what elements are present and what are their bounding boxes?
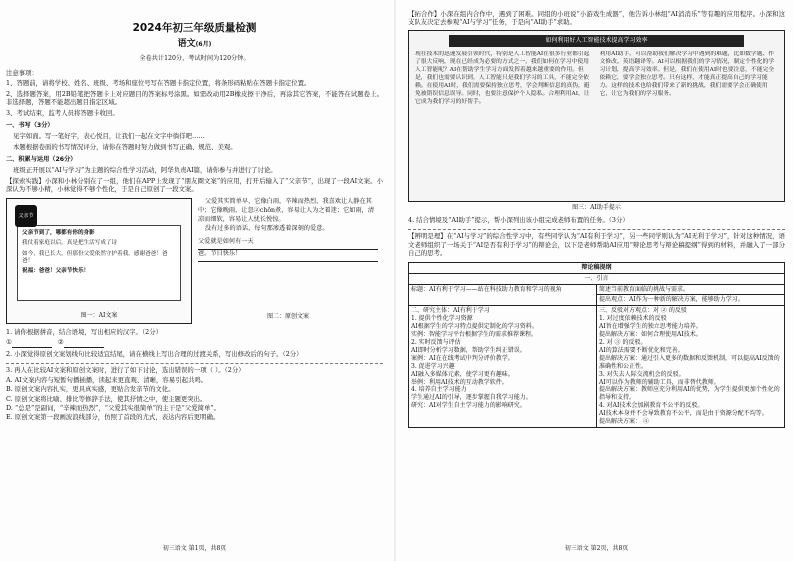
page-1	[6, 8, 383, 553]
subject-title: 语文(6月)	[177, 38, 212, 49]
argument-line: 1. 提供个性化学习资源	[411, 315, 473, 323]
ai-column-right: 利用AI助手，可以帮助我们解决学习中遇到的难题，比如数学题、作文修改、英语翻译等。AI可以根据我们的学习情况，制定个性化的学习计划，提高学习效率。但是，我们在使用AI时也要注意，不能完全依赖它，要学会独立思考。只有这样，才能真正提高自己的学习能力。这样的技术也给我们带来了新的挑战，我们需要学会正确使用它，让它为我们的学习服务。	[599, 50, 775, 97]
argument-line: 案例：AI在在线考试中判分评价教学。	[411, 354, 514, 362]
ai-banner: 如何利用好人工智能技术提高学习效率	[449, 35, 744, 47]
rebuttal-line: AI的算法需要不断优化和完善。	[599, 346, 684, 354]
argument-line: 研究：AI对学生自主学习能力的影响研究。	[411, 402, 526, 410]
rebuttal-line: 提出解决方案： ④	[599, 418, 649, 426]
argument-line: 4. 培养自主学习能力	[411, 386, 467, 394]
table-title: 辩论稿提纲	[409, 262, 785, 273]
original-copy-text: 没有过多的语话，每句那渗透着深刻的爱意。	[204, 224, 329, 232]
ai-copy-line: 父亲节到了，哪都有你的身影	[22, 229, 95, 236]
answer-blank-2[interactable]	[64, 338, 104, 347]
figure-3-caption: 图三：AI助手提示	[572, 204, 621, 211]
ai-copy-panel	[17, 225, 181, 301]
rebuttal-line: AI可以作为教师的辅助工具，而非替代教师。	[599, 378, 720, 386]
fathers-day-badge: 父亲节	[15, 205, 37, 227]
cooperation-intro: 【拓合作】小深在组内合作中，遇到了困难。同组的小班说“小游戏生成器”，他告诉小林组“AI消消乐”等有趣的应用程序。小深和这支队友决定去参观“AI与学习”任务，于是向“AI助手”求助。	[408, 10, 785, 27]
section-2-title: 二、积累与运用（26分）	[6, 156, 77, 164]
rebuttal-line: 提出解决方案：教师应充分利用AI的优势，为学生提供更加个性化的指导和支持。	[599, 386, 780, 402]
argument-line: 二、研究主体：AI有利于学习	[411, 307, 490, 315]
option: D. “总是”是副词，“辛辣而热烈”，“父爱其实很简单”的主干是“父爱简单”。	[6, 404, 221, 412]
underline-sentence: 父爱就是如何有一天	[198, 238, 378, 250]
figure-row	[6, 198, 383, 324]
intro-row: 一、引言	[409, 273, 785, 284]
section-2-intro: 班级正开展以“AI与学习”为主题的综合性学习活动，阿华负责AI篇，请你参与并进行了讨论。	[13, 166, 277, 175]
page-2	[408, 8, 785, 553]
notice-block	[6, 69, 383, 117]
rebuttal-line: 4. 对AI技术会加剧教育不公平的反驳。	[599, 402, 704, 410]
rebuttal-line: 提出解决方案：通过引入更多的数据和反馈机制，可以提高AI反馈的准确性和公正性。	[599, 354, 780, 370]
ai-copy-line: 我仗着家庭以后，真是把生活写成了诗	[22, 240, 118, 247]
ai-copy-line: 如今，我已长大，但那份父爱依然守护着我。感谢爸爸！爸爸！	[22, 250, 168, 264]
argument-line: 学生通过AI的引导，逐步掌握自我学习能力。	[411, 394, 532, 402]
argument-line: AI即时分析学习数据，帮助学生纠正错误。	[411, 346, 526, 354]
question-1: 1. 请你根据拼音，结合语境，写出相应的汉字。（2分）	[6, 327, 162, 336]
ai-assistant-box	[408, 30, 785, 211]
page-footer: 初三语文 第1页，共8页	[162, 545, 227, 553]
ai-columns	[409, 47, 784, 187]
question-4: 4. 结合情境及“AI助手”提示，帮小深列出该小组完成老师布置的任务。（3分）	[408, 215, 629, 224]
section-2-task: 【探索实践】小深和小林分别在了一组，他们在APP上发现了“朋友圈文案”的应用，打开后输入了“父亲节”，出现了一段AI文案。小深认为不够小精，小林觉得不够个性化，于是自己原创了一段文案。	[6, 176, 383, 194]
notice-item: 2、选择题答案，用2B铅笔把答题卡上对应题目的答案标号涂黑。如需改动用2B橡皮擦干净后，再涂其它答案，不能答在试题卷上。非选择题，答题不能超出题目指定区域。	[6, 89, 383, 107]
notice-title: 注意事项：	[6, 68, 38, 77]
ai-column-left: 现在技术的迅速发展引领时代，特别是人工智能AI在很多行业都引起了很大反响，现在已经成为必要的方式之一，我们如何在学习中使用人工智能呢？AI在帮助学生学习方面发挥着越来越重要的作用。但是，我们也需要认识到，人工智能只是我们学习的工具，不能完全依赖。在使用AI时，我们需要保持独立思考，学会判断信息的真伪，避免被错误信息误导。同时，也要注意保护个人隐私。合理利用AI，让它成为我们学习的好帮手。	[415, 50, 590, 105]
argument-line: AI根据学生的学习特点提供定制化的学习资料。	[411, 323, 538, 331]
argument-line: 2. 实时反馈与评估	[411, 338, 461, 346]
section-1-title: 一、书写（3分）	[6, 122, 54, 130]
section-1-text: 见字如面。写一笔好字，表心悦目，让我们一起在文字中徜徉吧……	[13, 132, 205, 141]
option: E. 原创文案第一段画波浪线部分，仿照了首段的尤式，表达内容后更明确。	[6, 413, 220, 422]
question-3: 3. 再人在比较AI文案和原创文案时，进行了如下讨论，选出错误的一项（ ）。（2分）	[6, 366, 245, 375]
page-gutter	[394, 0, 396, 561]
original-copy-text: 父爱其实简单早，它像白雨，辛辣而热烈，我喜欢让人静在其中；它像晚雨，让忽②chōn煮，容易让人为之着迷；它如雨，清凉而细软，容易让人忧长悦惊。	[198, 197, 375, 223]
answer-blanks: ① ②	[6, 338, 383, 347]
option: C. 原创文案将比喻、排比等修辞手法，使其抒情之中，使主题更突出。	[6, 394, 207, 403]
option: A. AI文案内容与短暂句播插播，读起来更直观、清晰，容易引起共鸣。	[6, 375, 208, 384]
notice-item: 1、答题前，请将学校、姓名、班级、考场和座位号写在答题卡指定位置，将条形码粘贴在答题卡指定位置。	[6, 79, 311, 88]
section-1-text: 本题根据卷面的书写情况评分，请你在答题时努力做到书写正确、规范、美观。	[13, 142, 237, 151]
answer-blank-1[interactable]	[12, 338, 52, 347]
rebuttal-line: 三、反驳对方观点：对 ② 的反驳	[599, 307, 687, 315]
argument-column	[409, 306, 597, 428]
figure-2-caption: 图二：原创文案	[266, 312, 309, 320]
intro-text-cell: 简述当前教育面临的挑战与需求。	[597, 284, 785, 295]
debate-intro: 【辨明是理】在“AI与学习”的综合性学习中，有些同学认为“AI有利于学习”，另一些同学则认为“AI无利于学习”，针对这种情况，语文老师组织了一场关于“AI是否有利于学习”的辩论会，以下是老师帮助AI应用“辩论思考与辩论稿提纲”得到的材料，并融入了一部分自己的思考。	[408, 232, 785, 258]
intro-text-cell: 提出观点：AI作为一种新的解决方案，能够助力学习。	[597, 295, 785, 306]
question-2: 2. 小深觉得原创文案划线句比较适宜结尾，请在横线上写出合理的过渡关系，写出修改后的句子。（2分）	[6, 349, 303, 358]
rebuttal-line: 提出解决方案：如何合理使用AI技术。	[599, 331, 702, 339]
divider	[408, 229, 785, 230]
figure-ai-copy	[6, 198, 192, 324]
score-line: 全卷共计120分，考试时间为120分钟。	[139, 54, 250, 62]
debate-outline-table	[408, 262, 785, 428]
figure-original-copy	[198, 198, 378, 324]
page-footer: 初三语文 第2页，共8页	[564, 545, 629, 553]
figure-1-caption: 图一：AI文案	[80, 311, 118, 319]
rebuttal-line: 2. 对 ③ 的反驳。	[599, 338, 647, 346]
option: B. 原创文案内容扎实，更具真实感，更贴合发亲节的文化。	[6, 385, 175, 394]
underline-sentence: 爸。节日快乐！	[198, 250, 378, 262]
notice-item: 3、考试结束，监考人员将答题卡收回。	[6, 108, 119, 117]
rebuttal-line: AI技术本身并不会导致教育不公平，而是由于资源分配不均等。	[599, 410, 768, 418]
argument-line: AI融入多媒体元素，使学习更有趣味。	[411, 370, 514, 378]
left-head-cell: 标题：AI有利于学习——站在科技助力教育和学习的视角	[409, 284, 597, 306]
rebuttal-line: 3. 对失去人际交流机会的反驳。	[599, 370, 685, 378]
exam-title: 2024年初三年级质量检测	[132, 22, 257, 34]
rebuttal-line: AI旨在增强学生的独立思考能力培养。	[599, 323, 702, 331]
rebuttal-line: 1. 对过度依赖技术的反驳	[599, 315, 667, 323]
argument-line: 举例：利用AI技术的互动教学软件。	[411, 378, 508, 386]
ai-copy-line: 祝福：爸爸！父亲节快乐！	[22, 268, 90, 275]
argument-line: 实例：智能学习平台根据学生的需求推荐课程。	[411, 331, 538, 339]
argument-line: 3. 促进学习兴趣	[411, 362, 455, 370]
divider	[6, 363, 383, 364]
rebuttal-column	[597, 306, 785, 428]
